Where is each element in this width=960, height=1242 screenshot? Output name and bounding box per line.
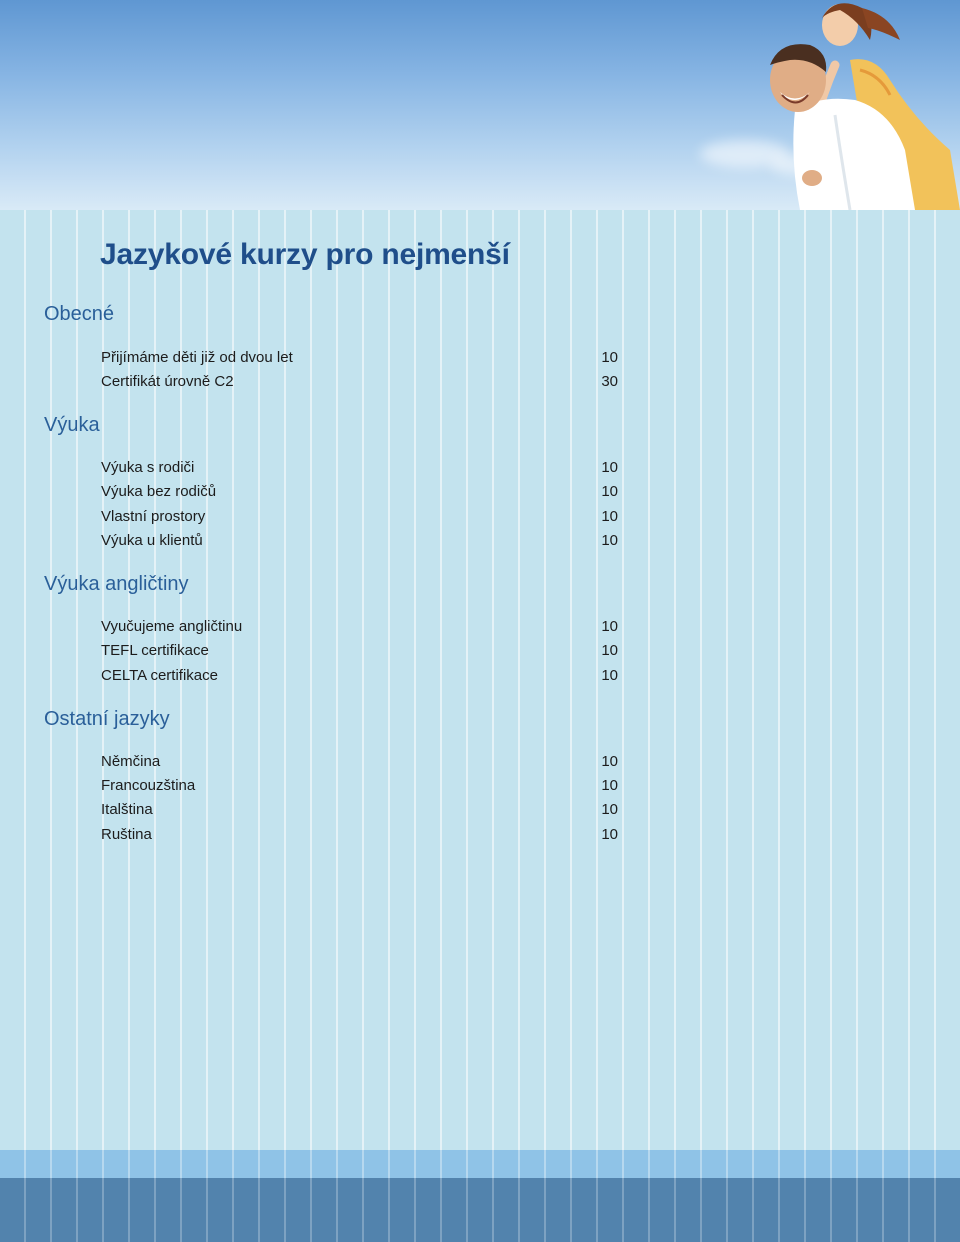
item-label: Výuka bez rodičů bbox=[101, 483, 217, 500]
item-label: Certifikát úrovně C2 bbox=[101, 373, 234, 390]
item-label: Italština bbox=[101, 801, 153, 818]
list-item bbox=[101, 667, 621, 691]
item-value: 10 bbox=[601, 826, 618, 843]
list-item bbox=[101, 618, 621, 642]
item-label: Ruština bbox=[101, 826, 152, 843]
item-label: Němčina bbox=[101, 753, 161, 770]
item-value: 10 bbox=[601, 618, 618, 635]
section-heading-ostatni-jazyky: Ostatní jazyky bbox=[44, 708, 170, 730]
list-item bbox=[101, 459, 621, 483]
list-item bbox=[101, 373, 621, 397]
item-label: Vyučujeme angličtinu bbox=[101, 618, 243, 635]
item-value: 10 bbox=[601, 801, 618, 818]
page-title: Jazykové kurzy pro nejmenší bbox=[100, 238, 510, 271]
list-item bbox=[101, 642, 621, 666]
list-item bbox=[101, 532, 621, 556]
list-item bbox=[101, 753, 621, 777]
item-value: 10 bbox=[601, 483, 618, 500]
item-value: 10 bbox=[601, 753, 618, 770]
item-label: Přijímáme děti již od dvou let bbox=[101, 349, 293, 366]
item-label: Výuka s rodiči bbox=[101, 459, 195, 476]
item-value: 10 bbox=[601, 349, 618, 366]
item-value: 10 bbox=[601, 667, 618, 684]
section-heading-vyuka-anglictiny: Výuka angličtiny bbox=[44, 573, 189, 595]
item-value: 10 bbox=[601, 777, 618, 794]
item-value: 30 bbox=[601, 373, 618, 390]
footer-band-light bbox=[0, 1150, 960, 1178]
section-heading-vyuka: Výuka bbox=[44, 414, 100, 436]
item-value: 10 bbox=[601, 642, 618, 659]
item-label: TEFL certifikace bbox=[101, 642, 209, 659]
item-value: 10 bbox=[601, 459, 618, 476]
list-item bbox=[101, 508, 621, 532]
list-item bbox=[101, 826, 621, 850]
item-label: Vlastní prostory bbox=[101, 508, 206, 525]
section-heading-obecne: Obecné bbox=[44, 303, 115, 325]
item-label: Francouzština bbox=[101, 777, 196, 794]
list-item bbox=[101, 801, 621, 825]
footer-band-dark bbox=[0, 1178, 960, 1242]
list-item bbox=[101, 483, 621, 507]
item-value: 10 bbox=[601, 508, 618, 525]
item-label: CELTA certifikace bbox=[101, 667, 218, 684]
list-item bbox=[101, 777, 621, 801]
item-label: Výuka u klientů bbox=[101, 532, 203, 549]
item-value: 10 bbox=[601, 532, 618, 549]
list-item bbox=[101, 349, 621, 373]
